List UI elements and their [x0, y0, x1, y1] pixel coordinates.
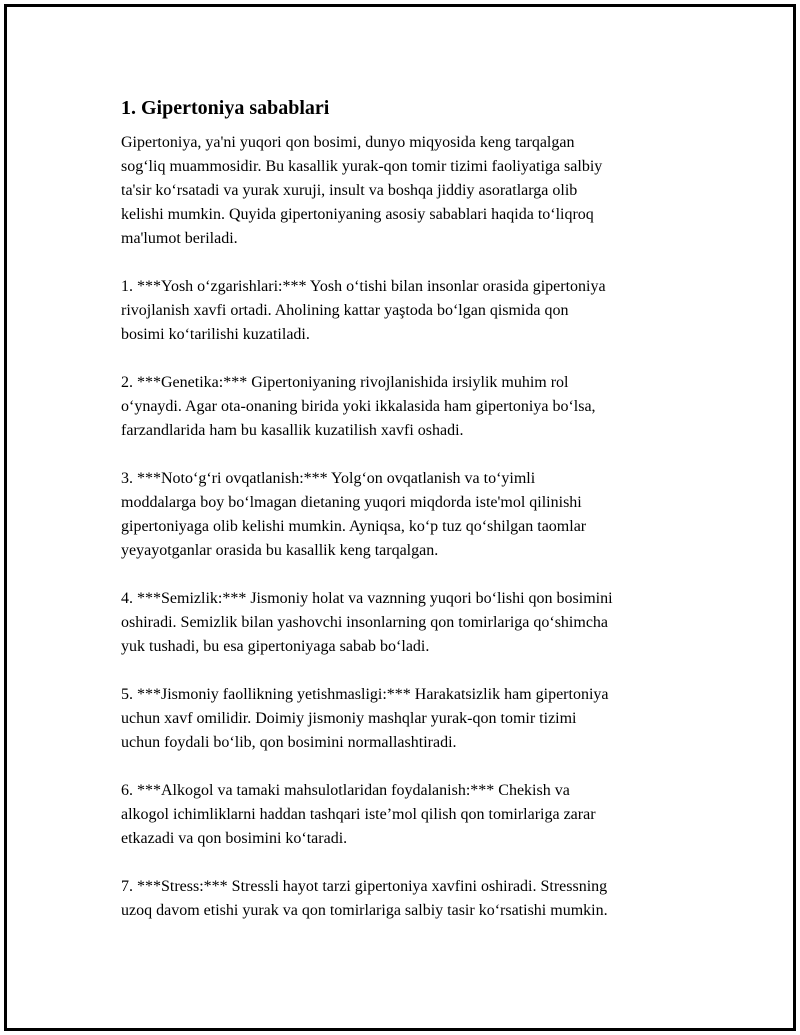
cause-item-genetics: 2. ***Genetika:*** Gipertoniyaning rivojlanishida irsiylik muhim rol o‘ynaydi. Agar ota-onaning birida yoki ikkalasida ham gipertoniya bo‘lsa, farzandlarida ham bu kasallik kuzatilish xavfi oshadi. [121, 374, 596, 439]
document-title: 1. Gipertoniya sabablari [121, 97, 330, 119]
document-body [121, 95, 701, 947]
page-frame [4, 4, 796, 1031]
cause-item-age: 1. ***Yosh o‘zgarishlari:*** Yosh o‘tishi bilan insonlar orasida gipertoniya rivojlanish xavfi ortadi. Aholining kattar yaştoda bo‘lgan qismida qon bosimi ko‘tarilishi kuzatiladi. [121, 278, 606, 343]
cause-item-stress: 7. ***Stress:*** Stressli hayot tarzi gipertoniya xavfini oshiradi. Stressning uzoq davom etishi yurak va qon tomirlariga salbiy tasir ko‘rsatishi mumkin. [121, 878, 608, 919]
cause-item-obesity: 4. ***Semizlik:*** Jismoniy holat va vaznning yuqori bo‘lishi qon bosimini oshiradi. Semizlik bilan yashovchi insonlarning qon tomirlariga qo‘shimcha yuk tushadi, bu esa gipertoniyaga sabab bo‘ladi. [121, 590, 613, 655]
intro-paragraph: Gipertoniya, ya'ni yuqori qon bosimi, dunyo miqyosida keng tarqalgan sog‘liq muammosidir. Bu kasallik yurak-qon tomir tizimi faoliyatiga salbiy ta'sir ko‘rsatadi va yurak xuruji, insult va boshqa jiddiy asoratlarga olib kelishi mumkin. Quyida gipertoniyaning asosiy sabablari haqida to‘liqroq ma'lumot beriladi. [121, 134, 603, 247]
cause-item-alcohol-tobacco: 6. ***Alkogol va tamaki mahsulotlaridan foydalanish:*** Chekish va alkogol ichimliklarni haddan tashqari iste’mol qilish qon tomirlariga zarar etkazadi va qon bosimini ko‘taradi. [121, 782, 596, 847]
cause-item-nutrition: 3. ***Noto‘g‘ri ovqatlanish:*** Yolg‘on ovqatlanish va to‘yimli moddalarga boy bo‘lmagan dietaning yuqori miqdorda iste'mol qilinishi gipertoniyaga olib kelishi mumkin. Ayniqsa, ko‘p tuz qo‘shilgan taomlar yeyayotganlar orasida bu kasallik keng tarqalgan. [121, 470, 587, 559]
cause-item-inactivity: 5. ***Jismoniy faollikning yetishmasligi:*** Harakatsizlik ham gipertoniya uchun xavf omilidir. Doimiy jismoniy mashqlar yurak-qon tomir tizimi uchun foydali bo‘lib, qon bosimini normallashtiradi. [121, 686, 609, 751]
